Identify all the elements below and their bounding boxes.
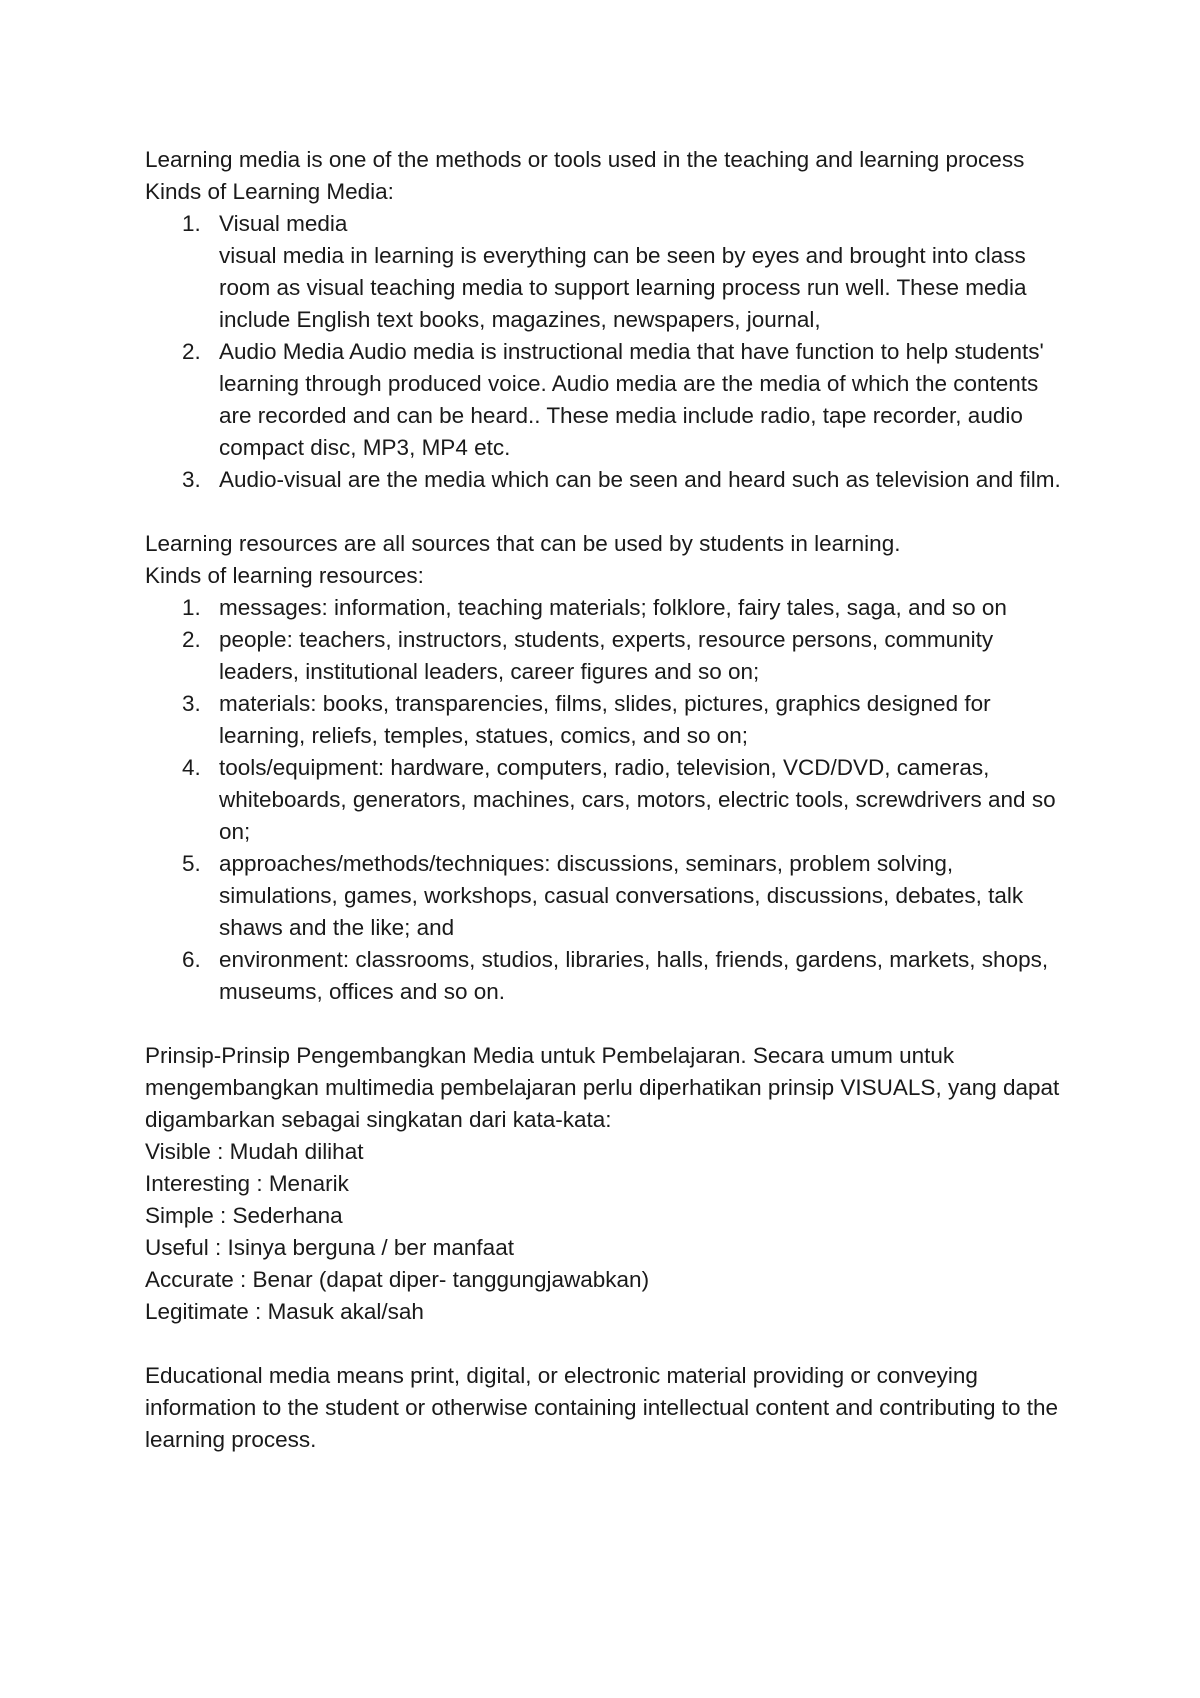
paragraph-gap <box>145 1328 1075 1360</box>
list-item-text: approaches/methods/techniques: discussions, seminars, problem solving, simulations, games, workshops, casual conversations, discussions, debates, talk shaws and the like; and <box>219 851 1024 940</box>
learning-media-list <box>145 208 1075 496</box>
list-number: 6. <box>182 947 201 972</box>
list-item <box>145 592 1075 624</box>
visuals-principle-line: Legitimate : Masuk akal/sah <box>145 1299 424 1324</box>
learning-media-kinds-heading: Kinds of Learning Media: <box>145 179 394 204</box>
list-number: 2. <box>182 339 201 364</box>
document-body <box>145 144 1075 1456</box>
learning-media-definition: Learning media is one of the methods or tools used in the teaching and learning process <box>145 147 1025 172</box>
visuals-principle-line: Useful : Isinya berguna / ber manfaat <box>145 1235 514 1260</box>
learning-resources-list <box>145 592 1075 1008</box>
list-item <box>145 208 1075 336</box>
list-number: 1. <box>182 211 201 236</box>
list-number: 3. <box>182 467 201 492</box>
learning-resources-kinds-heading: Kinds of learning resources: <box>145 563 424 588</box>
learning-resources-definition: Learning resources are all sources that can be used by students in learning. <box>145 531 901 556</box>
list-item <box>145 688 1075 752</box>
paragraph-gap <box>145 1008 1075 1040</box>
list-item <box>145 944 1075 1008</box>
visuals-principles-intro: Prinsip-Prinsip Pengembangkan Media untuk Pembelajaran. Secara umum untuk mengembangkan multimedia pembelajaran perlu diperhatikan prinsip VISUALS, yang dapat digambarkan sebagai singkatan dari kata-kata: <box>145 1043 1060 1132</box>
list-number: 5. <box>182 851 201 876</box>
list-item-title: Visual media <box>219 211 348 236</box>
list-item <box>145 752 1075 848</box>
list-item-text: environment: classrooms, studios, libraries, halls, friends, gardens, markets, shops, museums, offices and so on. <box>219 947 1049 1004</box>
list-item-text: tools/equipment: hardware, computers, radio, television, VCD/DVD, cameras, whiteboards, generators, machines, cars, motors, electric tools, screwdrivers and so on; <box>219 755 1056 844</box>
list-number: 2. <box>182 627 201 652</box>
visuals-principle-line: Interesting : Menarik <box>145 1171 349 1196</box>
list-item-text: Audio-visual are the media which can be seen and heard such as television and film. <box>219 467 1061 492</box>
list-item-text: people: teachers, instructors, students, experts, resource persons, community leaders, institutional leaders, career figures and so on; <box>219 627 994 684</box>
list-item <box>145 464 1075 496</box>
paragraph-gap <box>145 496 1075 528</box>
list-item-text: messages: information, teaching materials; folklore, fairy tales, saga, and so on <box>219 595 1007 620</box>
list-item <box>145 848 1075 944</box>
list-item-text: Audio Media Audio media is instructional media that have function to help students' learning through produced voice. Audio media are the media of which the contents are recorded and can be heard.. These media include radio, tape recorder, audio compact disc, MP3, MP4 etc. <box>219 339 1044 460</box>
visuals-principle-line: Visible : Mudah dilihat <box>145 1139 364 1164</box>
educational-media-definition: Educational media means print, digital, or electronic material providing or conveying information to the student or otherwise containing intellectual content and contributing to the learning process. <box>145 1363 1059 1452</box>
list-item <box>145 336 1075 464</box>
list-item <box>145 624 1075 688</box>
list-number: 4. <box>182 755 201 780</box>
visuals-principle-line: Simple : Sederhana <box>145 1203 343 1228</box>
list-item-text: materials: books, transparencies, films, slides, pictures, graphics designed for learning, reliefs, temples, statues, comics, and so on; <box>219 691 991 748</box>
list-item-body: visual media in learning is everything can be seen by eyes and brought into class room as visual teaching media to support learning process run well. These media include English text books, magazines, newspapers, journal, <box>219 243 1027 332</box>
list-number: 3. <box>182 691 201 716</box>
list-number: 1. <box>182 595 201 620</box>
visuals-principle-line: Accurate : Benar (dapat diper- tanggungjawabkan) <box>145 1267 650 1292</box>
